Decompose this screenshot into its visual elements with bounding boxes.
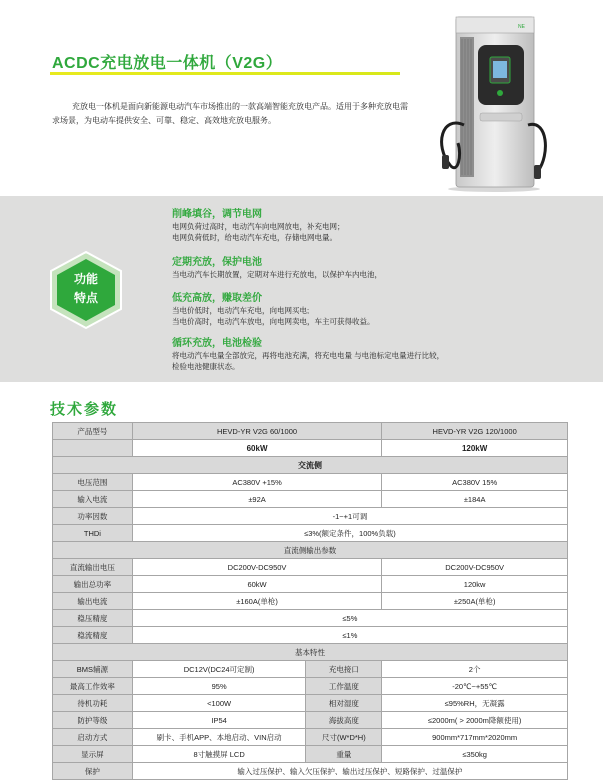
cell-merged: ≤1% <box>132 627 567 644</box>
cell-value: IP54 <box>132 712 306 729</box>
row-label: 最高工作效率 <box>53 678 133 695</box>
cell-b: AC380V 15% <box>382 474 568 491</box>
cell-value: DC12V(DC24可定制) <box>132 661 306 678</box>
feature-price-arbitrage <box>172 292 375 327</box>
table-row <box>53 746 568 763</box>
row-label: 重量 <box>306 746 382 763</box>
feature-line: 电网负荷低时，给电动汽车充电，存储电网电量。 <box>172 233 337 242</box>
cell-b: ±250A(单枪) <box>382 593 568 610</box>
feature-battery-check <box>172 337 444 372</box>
cell-merged: ≤3%(额定条件，100%负载) <box>132 525 567 542</box>
cell-a: DC200V-DC950V <box>132 559 381 576</box>
cell-b: ±184A <box>382 491 568 508</box>
model-a: HEVD-YR V2G 60/1000 <box>132 423 381 440</box>
empty-cell <box>53 440 133 457</box>
table-row <box>53 610 568 627</box>
ac-section-header: 交流侧 <box>53 457 568 474</box>
cell-b: DC200V-DC950V <box>382 559 568 576</box>
row-label: 稳压精度 <box>53 610 133 627</box>
table-row <box>53 712 568 729</box>
row-label: 直流输出电压 <box>53 559 133 576</box>
cell-value: <100W <box>132 695 306 712</box>
feature-peak-shaving <box>172 208 345 243</box>
brand-label: NE <box>518 24 525 30</box>
feature-title: 循环充放，电池检验 <box>172 338 262 349</box>
table-row <box>53 457 568 474</box>
table-row <box>53 695 568 712</box>
table-row <box>53 491 568 508</box>
table-row <box>53 678 568 695</box>
feature-line: 当电价低时，电动汽车充电，向电网买电; <box>172 306 310 315</box>
row-label: 输入电流 <box>53 491 133 508</box>
table-row <box>53 508 568 525</box>
table-row <box>53 525 568 542</box>
row-label: 启动方式 <box>53 729 133 746</box>
feature-title: 低充高放，赚取差价 <box>172 293 262 304</box>
row-label: 电压范围 <box>53 474 133 491</box>
charger-product-image <box>432 15 552 193</box>
table-row <box>53 423 568 440</box>
row-label: 输出总功率 <box>53 576 133 593</box>
cell-a: ±92A <box>132 491 381 508</box>
features-badge-line2: 特点 <box>73 291 98 305</box>
feature-line: 电网负荷过高时，电动汽车向电网放电，补充电网； <box>172 222 345 231</box>
feature-title: 削峰填谷，调节电网 <box>172 209 262 220</box>
row-label: 保护 <box>53 763 133 780</box>
row-label: 待机功耗 <box>53 695 133 712</box>
row-label: 功率因数 <box>53 508 133 525</box>
title-underline <box>50 72 400 75</box>
row-label: 防护等级 <box>53 712 133 729</box>
row-label: 稳流精度 <box>53 627 133 644</box>
power-a: 60kW <box>132 440 381 457</box>
row-label: 尺寸(W*D*H) <box>306 729 382 746</box>
table-row <box>53 627 568 644</box>
table-row <box>53 440 568 457</box>
spec-table <box>52 422 568 780</box>
feature-title: 定期充放，保护电池 <box>172 257 262 268</box>
table-row <box>53 576 568 593</box>
row-label: 工作温度 <box>306 678 382 695</box>
page-title: ACDC充电放电一体机（V2G） <box>52 55 283 72</box>
table-row <box>53 763 568 780</box>
basic-section-header: 基本特性 <box>53 644 568 661</box>
cell-value: 900mm*717mm*2020mm <box>382 729 568 746</box>
model-b: HEVD-YR V2G 120/1000 <box>382 423 568 440</box>
cell-merged: 输入过压保护、输入欠压保护、输出过压保护、短路保护、过温保护 <box>132 763 567 780</box>
row-label: 充电接口 <box>306 661 382 678</box>
row-label: THDi <box>53 525 133 542</box>
cell-value: -20℃~+55℃ <box>382 678 568 695</box>
feature-line: 将电动汽车电量全部放完，再将电池充满，将充电电量 与电池标定电量进行比较， <box>172 351 445 360</box>
feature-line: 当电动汽车长期放置，定期对车进行充放电，以保护车内电池， <box>172 270 382 279</box>
dc-section-header: 直流侧输出参数 <box>53 542 568 559</box>
cell-value: ≤2000m( > 2000m降额使用) <box>382 712 568 729</box>
table-row <box>53 661 568 678</box>
cell-a: ±160A(单枪) <box>132 593 381 610</box>
table-row <box>53 474 568 491</box>
intro-paragraph: 充放电一体机是面向新能源电动汽车市场推出的一款高端智能充放电产品。适用于多种充放电需求场景，为电动车提供安全、可靠、稳定、高效地充放电服务。 <box>52 102 408 125</box>
row-label: 海拔高度 <box>306 712 382 729</box>
features-badge-line1: 功能 <box>73 272 98 286</box>
cell-value: 2个 <box>382 661 568 678</box>
row-label: 显示屏 <box>53 746 133 763</box>
cell-value: 95% <box>132 678 306 695</box>
cell-merged: ≤5% <box>132 610 567 627</box>
table-row <box>53 559 568 576</box>
features-badge-text <box>47 270 125 308</box>
row-label: 输出电流 <box>53 593 133 610</box>
cell-b: 120kw <box>382 576 568 593</box>
table-row <box>53 593 568 610</box>
row-label: BMS辅源 <box>53 661 133 678</box>
cell-value: ≤95%RH，无凝露 <box>382 695 568 712</box>
feature-battery-protection <box>172 256 382 280</box>
cell-a: AC380V +15% <box>132 474 381 491</box>
feature-line: 当电价高时，电动汽车放电，向电网卖电，车主可获得收益。 <box>172 317 375 326</box>
row-label: 相对湿度 <box>306 695 382 712</box>
feature-line: 检验电池健康状态。 <box>172 362 240 371</box>
cell-value: ≤350kg <box>382 746 568 763</box>
model-label: 产品型号 <box>53 423 133 440</box>
table-row <box>53 729 568 746</box>
power-b: 120kW <box>382 440 568 457</box>
table-row <box>53 542 568 559</box>
table-row <box>53 644 568 661</box>
cell-value: 刷卡、手机APP、本地启动、VIN启动 <box>132 729 306 746</box>
cell-a: 60kW <box>132 576 381 593</box>
cell-merged: -1~+1可调 <box>132 508 567 525</box>
cell-value: 8寸触摸屏 LCD <box>132 746 306 763</box>
spec-section-title: 技术参数 <box>50 401 119 418</box>
